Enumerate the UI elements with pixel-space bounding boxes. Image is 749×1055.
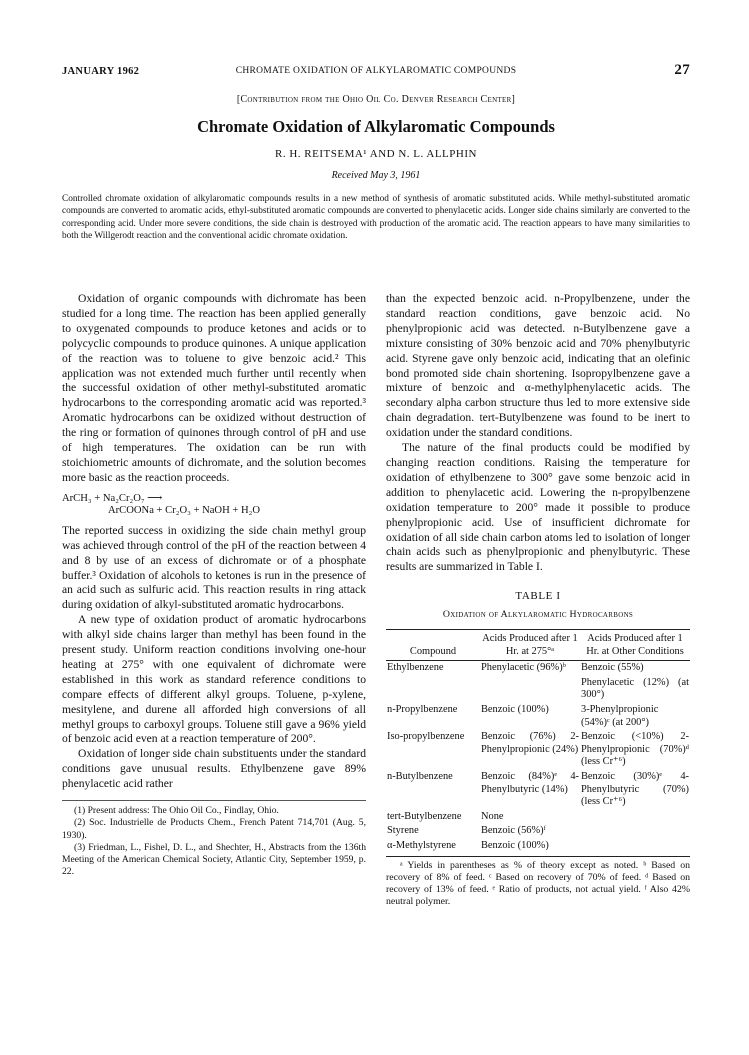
equation-reactants: ArCH₃ + Na₂Cr₂O₇ ⟶ xyxy=(62,492,163,504)
table-row xyxy=(386,661,690,676)
footnote: (3) Friedman, L., Fishel, D. L., and Shechter, H., Abstracts from the 136th Meeting of the American Chemical Society, Atlantic City, September 1959, p. 22. xyxy=(62,841,366,878)
table-cell xyxy=(580,824,690,839)
table-cell: Styrene xyxy=(387,825,419,837)
paragraph: than the expected benzoic acid. n-Propylbenzene, under the standard reaction conditions, gave benzoic acid. No phenylpropionic acid was detected. n-Butylbenzene gave a mixture consisting of 30% benzoic acid and 70% phenylbutyric acid. Styrene gave only benzoic acid, indicating that an olefinic bond promoted side chain shortening. Isopropylbenzene gave a mixture of benzoic and α-methylphenylacetic acids. The secondary alpha carbon structure thus led to more extensive side chain degradation. tert-Butylbenzene was found to be inert to oxidation under the standard conditions. xyxy=(386,292,690,440)
running-header xyxy=(62,62,690,80)
table-cell: Benzoic (55%) xyxy=(581,662,644,674)
article-title: Chromate Oxidation of Alkylaromatic Compounds xyxy=(197,117,555,136)
table-row xyxy=(386,703,690,730)
journal-page xyxy=(62,62,690,907)
table-note: ᵃ Yields in parentheses as % of theory except as noted. ᵇ Based on recovery of 8% of feed. ᶜ Based on recovery of 70% of feed. ᵈ Based on recovery of 13% of feed. ᵉ Ratio of products, not actual yield. ᶠ Also 42% neutral polymer. xyxy=(386,859,690,907)
left-column xyxy=(62,292,366,878)
table-cell: Benzoic (100%) xyxy=(481,839,549,851)
table-row xyxy=(386,730,690,770)
table-row xyxy=(386,770,690,810)
table-cell: Benzoic (100%) xyxy=(481,704,549,715)
authors: R. H. REITSEMA¹ AND N. L. ALLPHIN xyxy=(275,148,477,160)
paragraph: A new type of oxidation product of aromatic hydrocarbons with alkyl side chains larger than methyl has been found in the present study. Uniform reaction conditions involving one-hour heating at 275° with one equivalent of dichromate were established in this work as standard reference conditions to compare effects of different alkyl groups. Toluene, p-xylene, mesitylene, and durene all afforded high conversions of all methyl groups to carboxyl groups. Toluene still gave a 96% yield of benzoic acid even at a reaction temperature of 200°. xyxy=(62,613,366,746)
table-cell: Ethylbenzene xyxy=(387,662,444,674)
table-label: TABLE I xyxy=(515,590,561,603)
issue-date: JANUARY 1962 xyxy=(62,66,140,77)
table-cell: Phenylacetic (96%)ᵇ xyxy=(481,662,566,674)
equation-products: ArCOONa + Cr₂O₃ + NaOH + H₂O xyxy=(108,504,260,516)
table-caption: Oxidation of Alkylaromatic Hydrocarbons xyxy=(442,609,634,621)
table-cell: Phenylacetic (12%) (at 300°) xyxy=(581,676,689,701)
paragraph: The reported success in oxidizing the side chain methyl group was achieved through control of the pH of the reaction between 4 and 8 by use of an excess of dichromate or of a phosphate buffer.³ Oxidation of alcohols to ketones is run in the presence of an acid such as sulfuric acid. This reaction results in ring attack during oxidation of alkyl-substituted aromatic hydrocarbons. xyxy=(62,523,366,612)
table-cell: Benzoic (84%)ᵉ 4-Phenylbutyric (14%) xyxy=(481,770,579,795)
table-cell: 3-Phenylpropionic (54%)ᶜ (at 200°) xyxy=(581,704,659,728)
table-footnotes xyxy=(386,860,690,908)
right-column xyxy=(386,292,690,908)
table-cell: None xyxy=(481,810,504,822)
table-cell: Benzoic (56%)ᶠ xyxy=(481,825,546,837)
results-table xyxy=(386,629,690,857)
paragraph: Oxidation of organic compounds with dichromate has been studied for a long time. The reaction has been applied generally to oxygenated compounds to produce ketones and acids or to polycyclic compounds to produce quinones. A unique application of the reaction was to toluene to give benzoic acid.² This application was not extended much further until recently when the successful oxidation of other methyl-substituted aromatic hydrocarbons to the corresponding aromatic acid was reported.³ Aromatic hydrocarbons can be oxidized without destruction of the ring or formation of quinones through control of pH and use of high temperatures. The oxidation can be run with stoichiometric amounts of dichromate, and the solution becomes more basic as the reaction proceeds. xyxy=(62,292,366,484)
column-header: Acids Produced after 1 Hr. at Other Conditions xyxy=(586,633,684,657)
table-row xyxy=(386,810,690,825)
table-cell: α-Methylstyrene xyxy=(387,839,456,851)
footnote: (2) Soc. Industrielle de Products Chem., French Patent 714,701 (Aug. 5, 1930). xyxy=(62,817,366,841)
running-title: CHROMATE OXIDATION OF ALKYLAROMATIC COMPOUNDS xyxy=(235,66,517,76)
table-row xyxy=(386,676,690,703)
table-cell xyxy=(386,676,480,703)
table-row xyxy=(386,824,690,839)
table-cell: Benzoic (30%)ᵉ 4-Phenylbutyric (70%) (less Cr⁺⁶) xyxy=(581,770,689,808)
footnotes xyxy=(62,800,366,878)
abstract: Controlled chromate oxidation of alkylaromatic compounds results in a new method of synthesis of aromatic substituted acids. While methyl-substituted aromatic compounds are converted to aromatic acids, ethyl-substituted aromatic compounds are converted to phenylacetic acids. Longer side chains similarly are converted to the corresponding acid. Under more severe conditions, the side chain is destroyed with production of the aromatic acid. The reaction appears to have many similarities to both the Willgerodt reaction and the conventional acidic chromate oxidation. xyxy=(62,194,690,242)
table-row xyxy=(386,839,690,856)
table-cell: Benzoic (76%) 2-Phenylpropionic (24%) xyxy=(481,731,579,755)
table-cell: tert-Butylbenzene xyxy=(387,810,462,822)
received-date: Received May 3, 1961 xyxy=(331,170,421,181)
paragraph: Oxidation of longer side chain substituents under the standard conditions gave unusual results. Ethylbenzene gave 89% phenylacetic acid rather xyxy=(62,747,366,791)
page-number: 27 xyxy=(674,62,690,78)
table-cell: n-Butylbenzene xyxy=(387,770,453,782)
reaction-equation xyxy=(62,492,366,518)
table-cell xyxy=(480,676,580,703)
table-cell xyxy=(580,810,690,825)
table-header-row xyxy=(386,630,690,661)
paragraph: The nature of the final products could be modified by changing reaction conditions. Raising the temperature for oxidation of ethylbenzene to 300° gave some benzoic acid in addition to phenylacetic acid. Lowering the n-propylbenzene oxidation temperature to 200° made it possible to produce phenylpropionic acid. Use of insufficient dichromate for oxidation of all side chain carbon atoms led to isolation of longer chain acids such as phenylpropionic and phenylbutyric. These results are summarized in Table I. xyxy=(386,441,690,574)
contribution-line: [Contribution from the Ohio Oil Co. Denver Research Center] xyxy=(236,94,516,105)
table-cell: Benzoic (<10%) 2-Phenylpropionic (70%)ᵈ (less Cr⁺⁶) xyxy=(581,731,689,768)
table-cell: Iso-propylbenzene xyxy=(387,731,465,743)
footnote: (1) Present address: The Ohio Oil Co., Findlay, Ohio. xyxy=(74,805,279,817)
table-cell: n-Propylbenzene xyxy=(387,704,458,715)
column-header: Compound xyxy=(409,645,457,657)
column-header: Acids Produced after 1 Hr. at 275°ᵃ xyxy=(482,633,578,657)
table-cell xyxy=(580,839,690,856)
